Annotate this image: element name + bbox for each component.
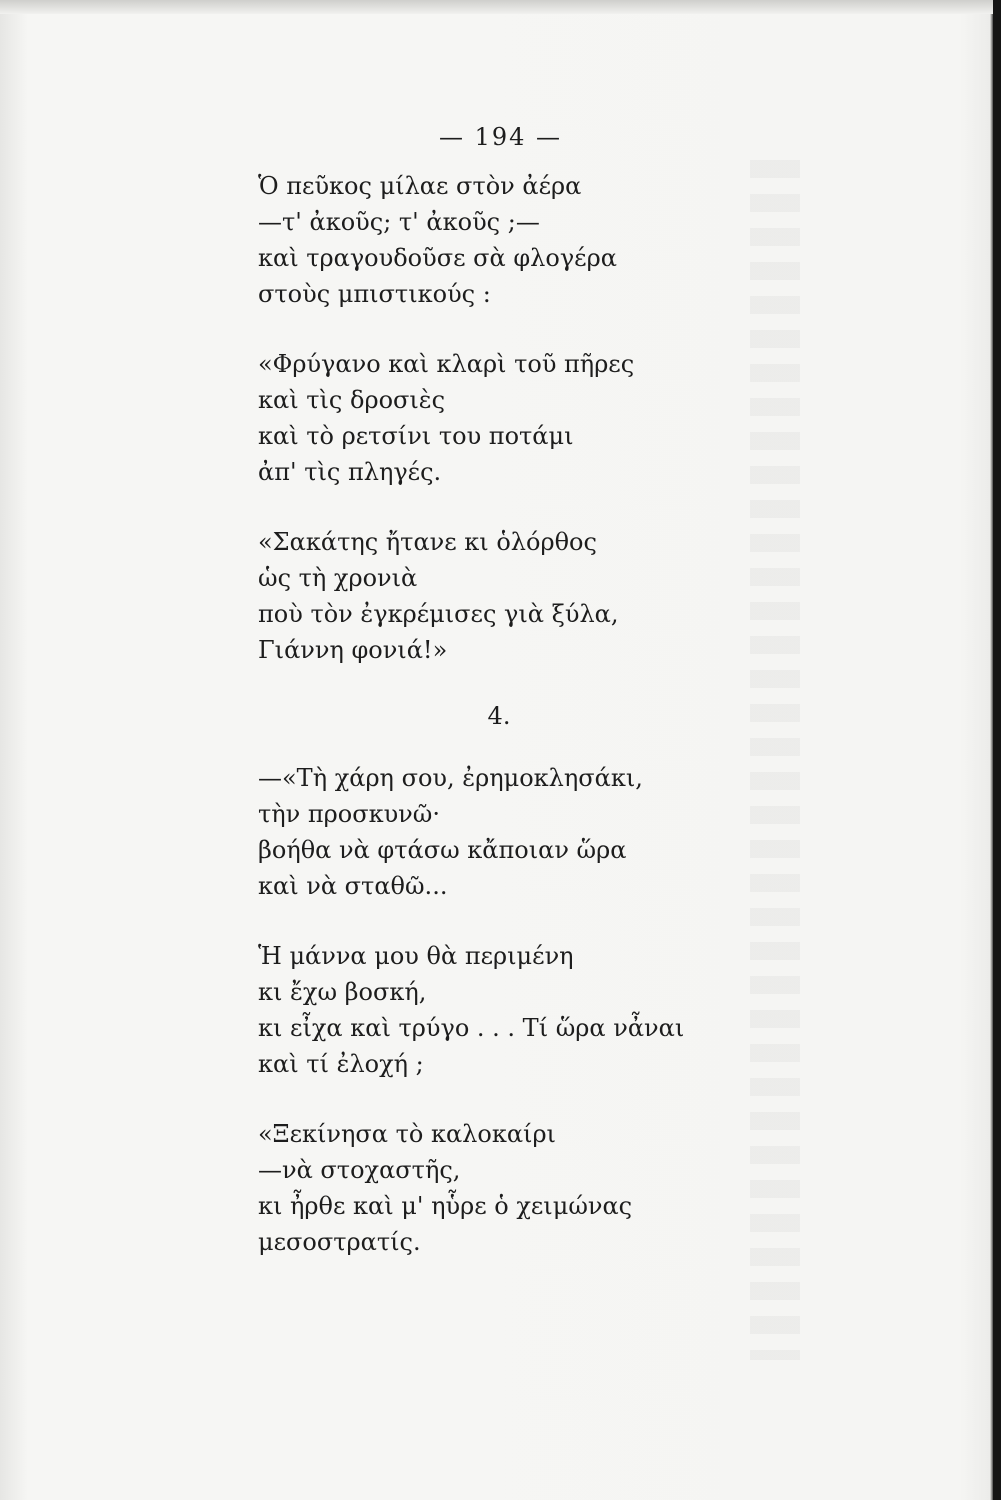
poem-line: «Φρύγανο καὶ κλαρὶ τοῦ πῆρες bbox=[258, 350, 635, 378]
stanza-1 bbox=[258, 168, 728, 312]
poem-line: στοὺς μπιστικούς : bbox=[258, 280, 491, 308]
poem-line: «Ξεκίνησα τὸ καλοκαίρι bbox=[258, 1120, 556, 1148]
stanza-3 bbox=[258, 524, 728, 668]
poem-text bbox=[258, 168, 728, 1260]
poem-line: ἀπ' τὶς πληγές. bbox=[258, 458, 442, 486]
stanza-5 bbox=[258, 938, 728, 1082]
poem-line: κι ἔχω βοσκή, bbox=[258, 978, 427, 1006]
poem-line: Ὁ πεῦκος μίλαε στὸν ἀέρα bbox=[258, 172, 582, 200]
show-through-text bbox=[750, 160, 800, 1360]
poem-line: ὡς τὴ χρονιὰ bbox=[258, 564, 418, 592]
poem-line: —«Τὴ χάρη σου, ἐρημοκλησάκι, bbox=[258, 764, 643, 792]
poem-line: μεσοστρατίς. bbox=[258, 1228, 421, 1256]
scan-border bbox=[993, 0, 1001, 1500]
section-number: 4. bbox=[487, 702, 511, 730]
poem-line: ποὺ τὸν ἐγκρέμισες γιὰ ξύλα, bbox=[258, 600, 619, 628]
poem-line: Ἡ μάννα μου θὰ περιμένη bbox=[258, 942, 574, 970]
stanza-4 bbox=[258, 760, 728, 904]
poem-line: βοήθα νὰ φτάσω κἄποιαν ὥρα bbox=[258, 836, 627, 864]
poem-line: «Σακάτης ἤτανε κι ὁλόρθος bbox=[258, 528, 597, 556]
page-number: — 194 — bbox=[438, 123, 563, 151]
poem-line: καὶ τὸ ρετσίνι του ποτάμι bbox=[258, 422, 574, 450]
poem-line: τὴν προσκυνῶ· bbox=[258, 800, 440, 828]
poem-line: καὶ τὶς δροσιὲς bbox=[258, 386, 446, 414]
poem-line: —νὰ στοχαστῆς, bbox=[258, 1156, 461, 1184]
poem-line: καὶ τί ἐλοχή ; bbox=[258, 1050, 424, 1078]
stanza-6 bbox=[258, 1116, 728, 1260]
poem-line: Γιάννη φονιά!» bbox=[258, 636, 448, 664]
poem-line: καὶ νὰ σταθῶ... bbox=[258, 872, 448, 900]
poem-line: —τ' ἀκοῦς; τ' ἀκοῦς ;— bbox=[258, 208, 540, 236]
poem-line: καὶ τραγουδοῦσε σὰ φλογέρα bbox=[258, 244, 617, 272]
page-top-edge bbox=[0, 0, 1001, 14]
poem-line: κι εἶχα καὶ τρύγο . . . Τί ὥρα νἆναι bbox=[258, 1014, 685, 1042]
stanza-2 bbox=[258, 346, 728, 490]
poem-line: κι ἦρθε καὶ μ' ηὗρε ὁ χειμώνας bbox=[258, 1192, 633, 1220]
